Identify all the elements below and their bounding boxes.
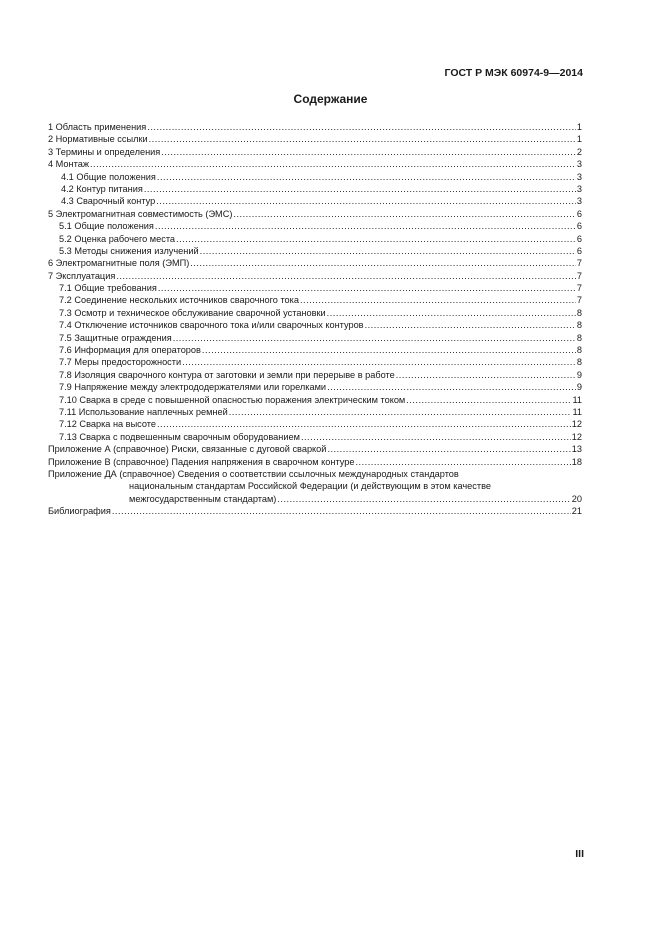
toc-entry-5[interactable]: 5 Электромагнитная совместимость (ЭМС) ..... 6 bbox=[48, 208, 582, 220]
document-code: ГОСТ Р МЭК 60974-9—2014 bbox=[444, 67, 583, 79]
toc-entry-4-2[interactable]: 4.2 Контур питания ..... 3 bbox=[48, 183, 582, 195]
toc-entry-7-9[interactable]: 7.9 Напряжение между электрододержателями или горелками ..... 9 bbox=[48, 381, 582, 393]
toc-entry-7-1[interactable]: 7.1 Общие требования ..... 7 bbox=[48, 282, 582, 294]
toc-entry-4-3[interactable]: 4.3 Сварочный контур ..... 3 bbox=[48, 195, 582, 207]
table-of-contents bbox=[48, 121, 582, 518]
toc-entry-7-13[interactable]: 7.13 Сварка с подвешенным сварочным оборудованием ..... 12 bbox=[48, 431, 582, 443]
toc-entry-5-2[interactable]: 5.2 Оценка рабочего места ..... 6 bbox=[48, 233, 582, 245]
toc-entry-4[interactable]: 4 Монтаж ..... 3 bbox=[48, 158, 582, 170]
toc-entry-annex-b[interactable]: Приложение В (справочное) Падения напряжения в сварочном контуре ..... 18 bbox=[48, 456, 582, 468]
toc-entry-7-10[interactable]: 7.10 Сварка в среде с повышенной опасностью поражения электрическим током ..... 11 bbox=[48, 394, 582, 406]
toc-entry-7-6[interactable]: 7.6 Информация для операторов ..... 8 bbox=[48, 344, 582, 356]
toc-entry-7[interactable]: 7 Эксплуатация ..... 7 bbox=[48, 270, 582, 282]
annex-da-line-2: национальным стандартам Российской Федерации (и действующим в этом качестве bbox=[129, 481, 491, 492]
page-number: III bbox=[575, 848, 584, 860]
toc-entry-7-2[interactable]: 7.2 Соединение нескольких источников сварочного тока ..... 7 bbox=[48, 294, 582, 306]
annex-da-line-3: межгосударственным стандартам) bbox=[129, 493, 277, 504]
toc-entry-1[interactable]: 1 Область применения ..... 1 bbox=[48, 121, 582, 133]
toc-entry-5-3[interactable]: 5.3 Методы снижения излучений ..... 6 bbox=[48, 245, 582, 257]
toc-entry-7-7[interactable]: 7.7 Меры предосторожности ..... 8 bbox=[48, 356, 582, 368]
page-title: Содержание bbox=[293, 92, 368, 106]
annex-da-line-1: Приложение ДА (справочное) Сведения о соответствии ссылочных международных стандартов bbox=[48, 468, 459, 479]
toc-entry-7-4[interactable]: 7.4 Отключение источников сварочного тока и/или сварочных контуров ..... 8 bbox=[48, 319, 582, 331]
toc-entry-3[interactable]: 3 Термины и определения ..... 2 bbox=[48, 146, 582, 158]
toc-entry-annex-a[interactable]: Приложение А (справочное) Риски, связанные с дуговой сваркой ..... 13 bbox=[48, 443, 582, 455]
toc-entry-annex-da[interactable] bbox=[48, 468, 582, 505]
toc-entry-7-8[interactable]: 7.8 Изоляция сварочного контура от заготовки и земли при перерыве в работе ..... 9 bbox=[48, 369, 582, 381]
toc-entry-6[interactable]: 6 Электромагнитные поля (ЭМП) ..... 7 bbox=[48, 257, 582, 269]
toc-entry-bibliography[interactable]: Библиография ..... 21 bbox=[48, 505, 582, 517]
toc-entry-5-1[interactable]: 5.1 Общие положения ..... 6 bbox=[48, 220, 582, 232]
toc-entry-7-3[interactable]: 7.3 Осмотр и техническое обслуживание сварочной установки ..... 8 bbox=[48, 307, 582, 319]
toc-entry-2[interactable]: 2 Нормативные ссылки ..... 1 bbox=[48, 133, 582, 145]
toc-entry-7-5[interactable]: 7.5 Защитные ограждения ..... 8 bbox=[48, 332, 582, 344]
toc-entry-7-12[interactable]: 7.12 Сварка на высоте ..... 12 bbox=[48, 418, 582, 430]
toc-entry-7-11[interactable]: 7.11 Использование наплечных ремней ..... 11 bbox=[48, 406, 582, 418]
toc-entry-4-1[interactable]: 4.1 Общие положения ..... 3 bbox=[48, 171, 582, 183]
annex-da-page: 20 bbox=[571, 493, 582, 504]
